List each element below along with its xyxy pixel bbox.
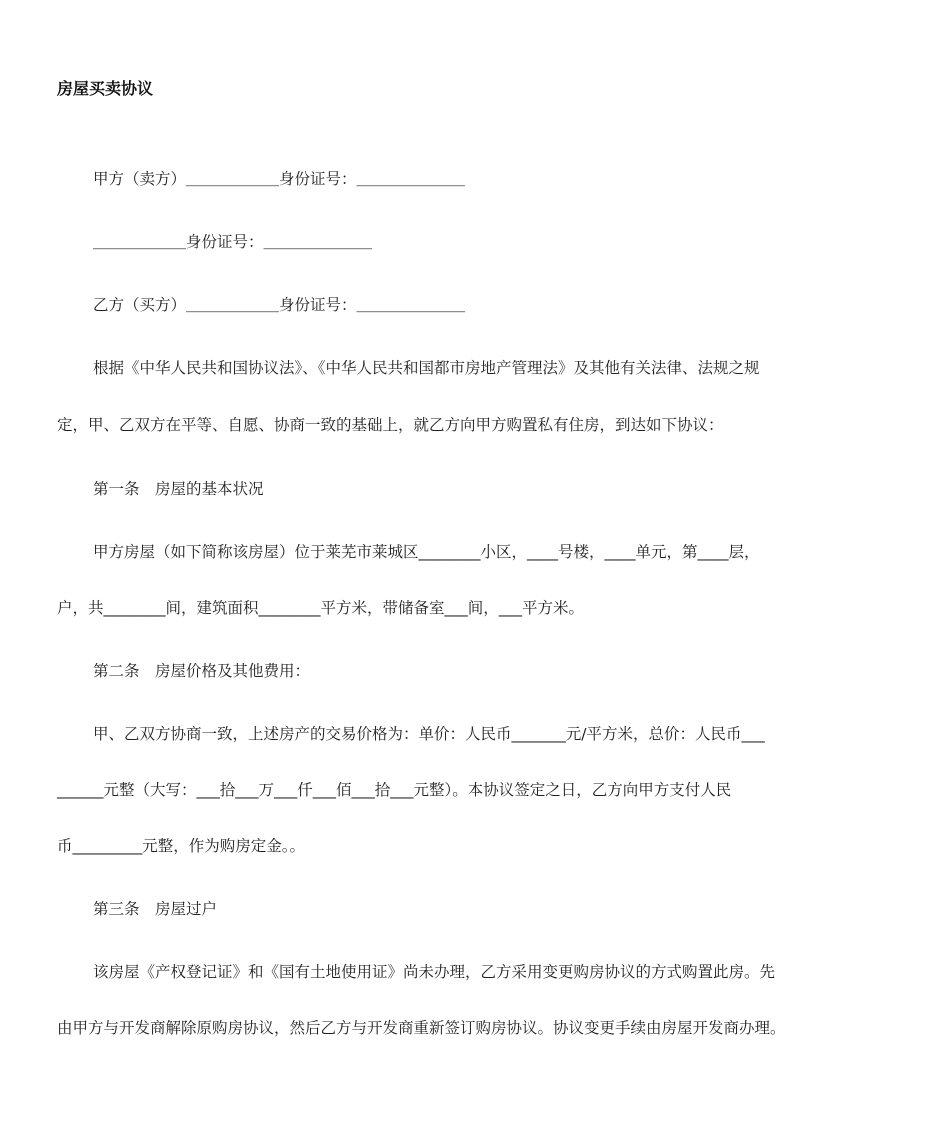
article-1-heading: 第一条 房屋的基本状况 [93, 480, 264, 498]
preamble-line-2: 定，甲、乙双方在平等、自愿、协商一致的基础上，就乙方向甲方购置私有住房，到达如下协议： [57, 416, 724, 434]
preamble-line-1: 根据《中华人民共和国协议法》、《中华人民共和国都市房地产管理法》及其他有关法律、法规之规 [93, 359, 760, 377]
article-2-heading: 第二条 房屋价格及其他费用： [93, 662, 311, 680]
article-1-line-1: 甲方房屋（如下简称该房屋）位于莱芜市莱城区________小区，____号楼，____单元，第____层， [93, 543, 760, 561]
article-3-line-2: 由甲方与开发商解除原购房协议，然后乙方与开发商重新签订购房协议。协议变更手续由房屋开发商办理。 [57, 1019, 786, 1037]
article-3-heading: 第三条 房屋过户 [93, 900, 218, 918]
buyer-line: 乙方（买方）＿＿＿＿＿＿身份证号：＿＿＿＿＿＿＿ [93, 296, 466, 314]
seller-second-line: ＿＿＿＿＿＿身份证号：＿＿＿＿＿＿＿ [93, 233, 373, 251]
article-2-line-2: ______元整（大写：___拾___万___仟___佰___拾___元整）。本协议签定之日，乙方向甲方支付人民 [57, 781, 732, 799]
article-1-line-2: 户，共________间，建筑面积________平方米，带储备室___间，___平方米。 [57, 599, 585, 617]
article-2-line-1: 甲、乙双方协商一致，上述房产的交易价格为：单价：人民币_______元/平方米，总价：人民币___ [93, 725, 765, 743]
article-2-line-3: 币_________元整，作为购房定金。。 [57, 837, 306, 855]
document-title: 房屋买卖协议 [57, 79, 154, 98]
article-3-line-1: 该房屋《产权登记证》和《国有土地使用证》尚未办理，乙方采用变更购房协议的方式购置此房。先 [93, 963, 776, 981]
seller-line: 甲方（卖方）＿＿＿＿＿＿身份证号：＿＿＿＿＿＿＿ [93, 170, 466, 188]
